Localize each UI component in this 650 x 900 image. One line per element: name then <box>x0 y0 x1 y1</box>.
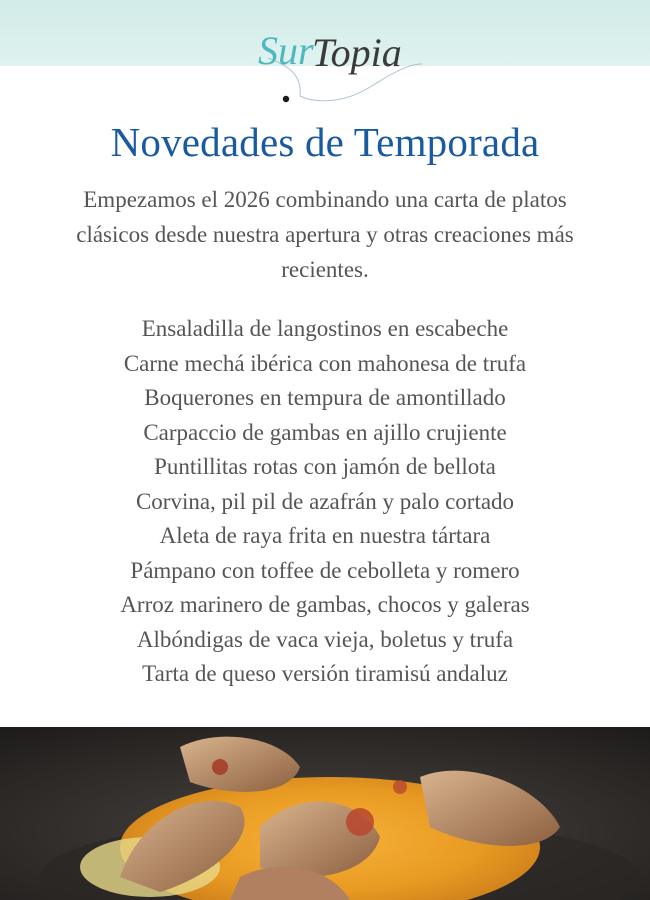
ham-bits <box>393 780 407 794</box>
location-dot <box>283 96 289 102</box>
menu-item: Albóndigas de vaca vieja, boletus y trufa <box>136 626 514 652</box>
page-title: Novedades de Temporada <box>110 119 540 165</box>
menu-item: Pámpano con toffee de cebolleta y romero <box>130 557 520 583</box>
menu-item: Carne mechá ibérica con mahonesa de trufa <box>123 350 527 376</box>
intro-text: Empezamos el 2026 combinando una carta de platos clásicos desde nuestra apertura y otras creaciones más recientes. <box>76 187 574 282</box>
menu-item: Puntillitas rotas con jamón de bellota <box>154 454 496 479</box>
menu-item: Arroz marinero de gambas, chocos y galeras <box>120 592 530 617</box>
logo-text-topia: Topia <box>312 30 402 75</box>
menu-item: Aleta de raya frita en nuestra tártara <box>159 523 491 548</box>
logo-text-sur: Sur <box>258 28 314 73</box>
menu-list <box>0 312 650 692</box>
ham-bits <box>212 759 228 775</box>
surtopia-logo[interactable] <box>250 6 440 116</box>
menu-item: Tarta de queso versión tiramisú andaluz <box>142 661 508 686</box>
ham-bits <box>346 808 374 836</box>
menu-item: Ensaladilla de langostinos en escabeche <box>141 316 509 341</box>
dish-photo[interactable] <box>0 727 650 900</box>
menu-item: Carpaccio de gambas en ajillo crujiente <box>143 419 507 445</box>
menu-item: Boquerones en tempura de amontillado <box>144 385 506 410</box>
menu-item: Corvina, pil pil de azafrán y palo cortado <box>135 488 515 514</box>
